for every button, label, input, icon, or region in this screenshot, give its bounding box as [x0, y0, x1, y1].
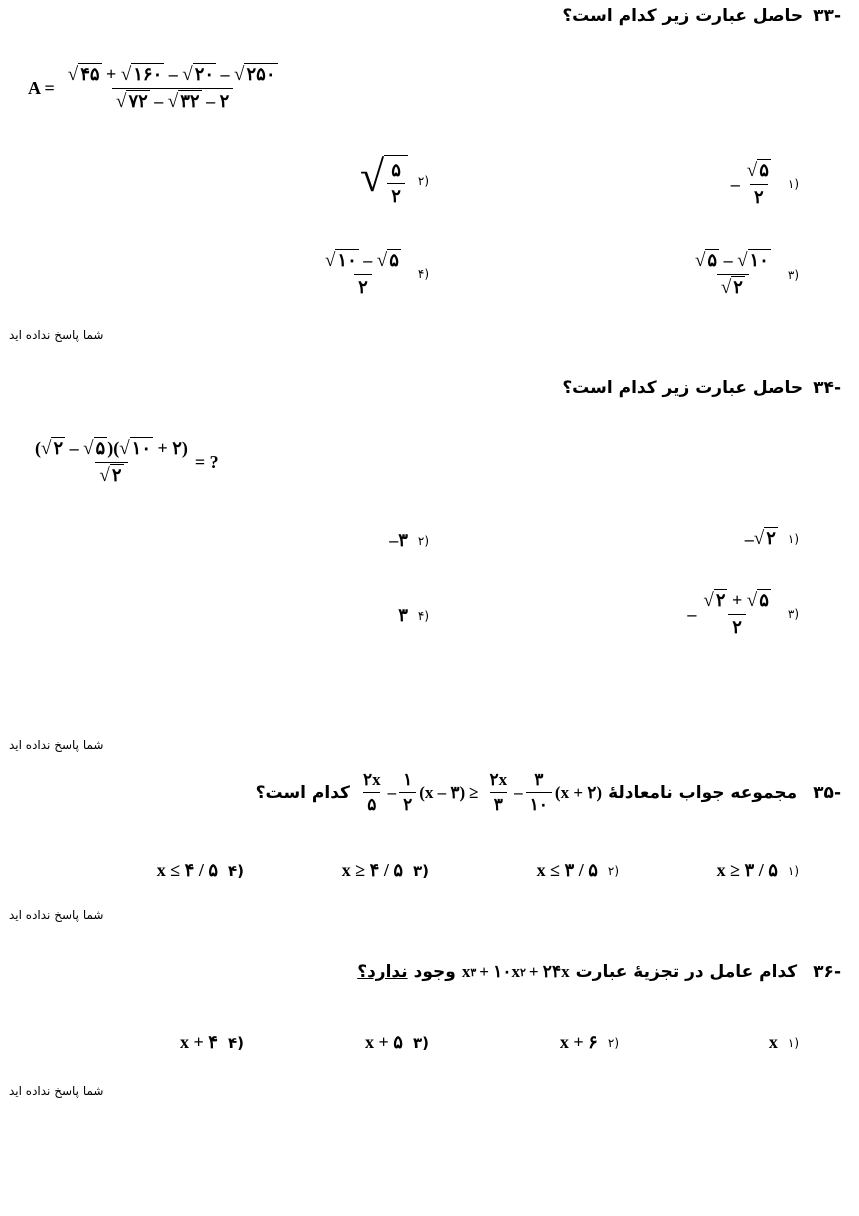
- option-label: (۱: [787, 177, 799, 191]
- question-35-status: شما پاسخ نداده اید: [9, 908, 104, 922]
- question-text-after: وجود: [413, 962, 456, 982]
- option-value: x ≤ ۴ / ۵: [156, 860, 218, 880]
- question-35-title: [256, 770, 841, 815]
- sqrt-term: √ ۲۰: [182, 64, 215, 85]
- question-number: -۳۳: [813, 6, 841, 26]
- option-label: (۴: [417, 608, 429, 623]
- question-34-expression: [28, 438, 219, 487]
- option-value: x ≤ ۳ / ۵: [536, 860, 598, 880]
- question-35-option-3[interactable]: [342, 860, 429, 881]
- expression-rhs: = ?: [194, 452, 219, 472]
- option-value: – $\frac{√ ۲ + √ ۵}{۲}$: [687, 590, 769, 637]
- option-label: (۳: [412, 1033, 429, 1052]
- question-33-option-1[interactable]: [731, 160, 799, 208]
- option-value: –۳: [389, 530, 408, 550]
- option-value: – $\frac{√ ۵}{۲}$: [730, 160, 769, 207]
- option-label: (۲: [417, 533, 429, 548]
- option-value: x ≥ ۴ / ۵: [341, 860, 403, 880]
- question-33-title: [562, 6, 841, 26]
- question-number: -۳۵: [813, 782, 841, 803]
- question-33-option-4[interactable]: [318, 250, 429, 298]
- expression-lhs: A =: [28, 78, 55, 98]
- option-value: ۳: [398, 605, 408, 625]
- question-text-underlined: ندارد؟: [357, 962, 408, 982]
- expression-fraction: $\frac{(√ ۲ - √ ۵ )(√ ۱۰ + ۲)}{√ ۲}$: [35, 438, 188, 486]
- question-text-before: مجموعه جواب نامعادلهٔ: [608, 782, 798, 803]
- question-34-option-4[interactable]: [398, 605, 429, 626]
- option-value: x + ۵: [365, 1032, 403, 1052]
- question-34-option-2[interactable]: [389, 530, 429, 551]
- option-label: (۳: [412, 861, 429, 880]
- option-value: $\frac{√ ۱۰ - √ ۵}{۲}$: [324, 250, 399, 297]
- option-value: x: [768, 1032, 778, 1052]
- question-text-before: کدام عامل در تجزیهٔ عبارت: [575, 962, 798, 982]
- option-label: (۱: [787, 863, 799, 878]
- option-label: (۴: [227, 1033, 244, 1052]
- sqrt-term: √ ۳۲: [167, 91, 200, 112]
- sqrt-term: √ ۴۵: [67, 64, 100, 85]
- question-34-status: شما پاسخ نداده اید: [9, 738, 104, 752]
- option-value: √ $\frac{۵}{۲}$: [360, 155, 408, 207]
- question-text: حاصل عبارت زیر کدام است؟: [562, 6, 804, 26]
- question-36-title: [357, 962, 841, 982]
- option-label: (۱: [787, 1035, 799, 1050]
- question-34-option-3[interactable]: [687, 590, 799, 638]
- question-34-title: [562, 378, 841, 398]
- inequality: $\frac{۲x}{۵}$ – $\frac{۱}{۲}$ (x – ۳) ≥ $\frac{۲x}{۳}$ – $\frac{۳}{۱۰}$ (x + ۲): [362, 770, 603, 814]
- question-36-option-1[interactable]: [769, 1032, 799, 1053]
- question-36-option-4[interactable]: [180, 1032, 244, 1053]
- option-value: x ≥ ۳ / ۵: [716, 860, 778, 880]
- option-value: – √ ۲: [744, 528, 776, 549]
- option-label: (۲: [417, 174, 429, 188]
- sqrt-term: √ ۱۶۰: [120, 64, 163, 85]
- option-label: (۴: [227, 861, 244, 880]
- question-number: -۳۴: [813, 378, 841, 398]
- option-label: (۲: [607, 1035, 619, 1050]
- option-label: (۱: [787, 532, 799, 546]
- question-33-option-3[interactable]: [688, 250, 799, 299]
- sqrt-term: √ ۲۵۰: [234, 64, 276, 85]
- option-label: (۳: [787, 267, 799, 282]
- question-text-after: کدام است؟: [255, 782, 350, 803]
- expression-fraction: $\frac{√ ۴۵ + √ ۱۶۰ - √ ۲۰ - √ ۲۵۰}{√ ۷۲ - √ ۳۲ - ۲}$: [67, 64, 276, 112]
- question-36-option-2[interactable]: [560, 1032, 619, 1053]
- question-35-option-4[interactable]: [157, 860, 244, 881]
- polynomial-expression: x ۳ + ۱۰x ۲ + ۲۴x: [461, 962, 570, 981]
- question-number: -۳۶: [813, 962, 841, 982]
- question-35-option-1[interactable]: [717, 860, 799, 881]
- option-value: x + ۴: [180, 1032, 218, 1052]
- option-value: x + ۶: [559, 1032, 598, 1052]
- question-text: حاصل عبارت زیر کدام است؟: [562, 378, 804, 398]
- option-label: (۳: [787, 607, 799, 621]
- question-34-option-1[interactable]: [745, 528, 799, 550]
- question-33-status: شما پاسخ نداده اید: [9, 328, 104, 342]
- question-36-option-3[interactable]: [365, 1032, 429, 1053]
- option-label: (۲: [607, 863, 619, 878]
- sqrt-term: √ ۷۲: [116, 91, 148, 112]
- option-value: $\frac{√ ۵ - √ ۱۰}{√ ۲}$: [694, 250, 769, 298]
- question-33-option-2[interactable]: [360, 152, 429, 207]
- option-label: (۴: [417, 267, 429, 281]
- question-33-expression: [28, 64, 285, 113]
- question-36-status: شما پاسخ نداده اید: [9, 1084, 104, 1098]
- question-35-option-2[interactable]: [537, 860, 619, 881]
